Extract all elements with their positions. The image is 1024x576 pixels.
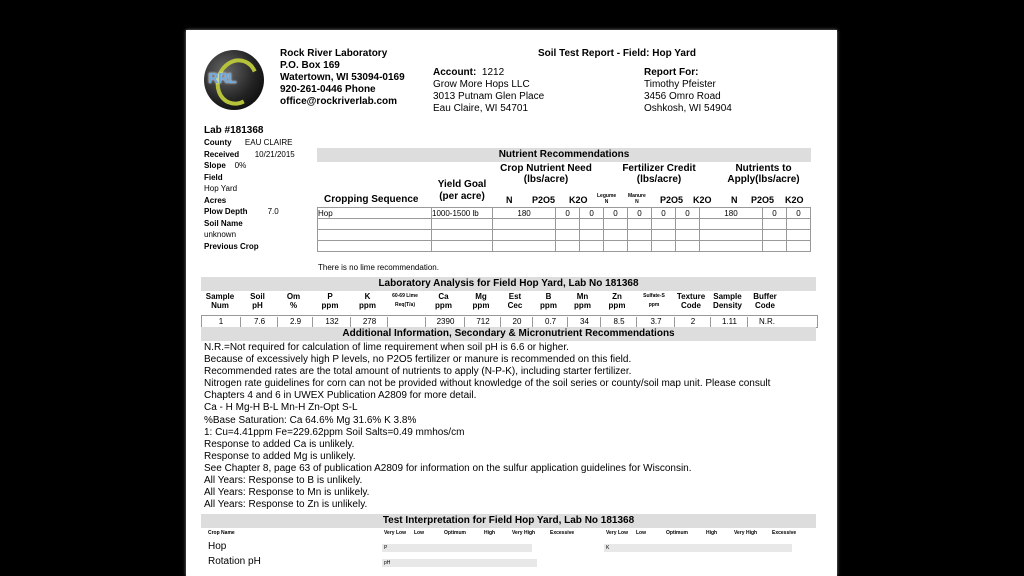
levels-right [606,530,814,538]
additional-line: N.R.=Not required for calculation of lime requirement when soil pH is 6.6 or higher. [204,342,569,353]
soil-label: Soil Name [204,218,243,228]
yield-cell: 1000-1500 lb [432,208,493,219]
lab-col-header: Sulfate-S ppm [643,293,665,308]
per-acre-label: (per acre) [439,191,485,202]
report-title: Soil Test Report - Field: Hop Yard [538,48,696,59]
credit-p-header: P2O5 [660,195,684,205]
lab-col-header: Zn ppm [608,292,626,310]
credit-k-cell: 0 [675,208,699,219]
plow-label: Plow Depth [204,207,248,216]
lab-analysis-title: Laboratory Analysis for Field Hop Yard, Lab No 181368 [201,277,816,291]
level-label: Low [636,530,646,536]
lab-col-header: Sample Num [205,292,235,310]
level-label: Very Low [384,530,406,536]
lab-col-value: 132 [312,317,351,327]
apply-label: Nutrients to [735,163,792,174]
additional-line: Ca - H Mg-H B-L Mn-H Zn-Opt S-L [204,402,358,414]
lab-col-header: Soil pH [250,292,265,310]
slope-label: Slope [204,161,226,170]
interp-hop-k-bar: K [604,544,792,552]
nutrient-table [317,207,811,252]
level-label: Excessive [772,530,797,536]
apply-p-cell: 0 [763,208,787,219]
yield-header [432,179,492,203]
plow-value: 7.0 [267,207,279,216]
nutrient-row-empty [318,219,811,230]
interp-row-hop-name: Hop [208,541,227,552]
lab-col-header: Sample Density [713,292,742,310]
lab-po-box: P.O. Box 169 [280,60,340,71]
report-for-address1: 3456 Omro Road [644,91,721,102]
lab-col-header: Om % [286,292,301,310]
additional-line: Because of excessively high P levels, no P2O5 fertilizer or manure is recommended on this field. [204,354,632,366]
lab-col-value: 2390 [425,317,465,327]
level-label: Low [414,530,424,536]
level-label: Very High [512,530,536,536]
soil-value: unknown [204,230,237,239]
need-p-cell: 0 [556,208,580,219]
apply-p-header: P2O5 [751,195,775,205]
lab-col-value: 2 [674,317,711,327]
lab-col-header: Buffer Code [753,292,777,310]
lab-col-value: 278 [350,317,388,327]
account-address2: Eau Claire, WI 54701 [433,103,529,114]
sample-info [204,137,295,252]
credit-p-cell: 0 [651,208,675,219]
lab-col-value: 20 [500,317,533,327]
report-for-block [644,67,732,115]
lab-col-value: 8.5 [600,317,637,327]
additional-line: %Base Saturation: Ca 64.6% Mg 31.6% K 3.8% [204,414,417,426]
additional-line: Recommended rates are the total amount of nutrients to apply (N-P-K), including starter fertilizer. [204,366,632,378]
level-label: High [706,530,718,536]
interp-row-ph-name: Rotation pH [208,556,261,567]
lab-col-value: 712 [464,317,501,327]
manure-header: Manure N [628,193,646,205]
lab-col-value: 2.9 [277,317,313,327]
need-n-cell: 180 [493,208,556,219]
lab-col-header: 60-69 Lime Req(T/a) [392,293,418,308]
apply-n-cell: 180 [699,208,762,219]
additional-line: All Years: Response to Mn is unlikely. [204,487,370,499]
lab-col-value: N.R. [747,317,786,327]
lab-col-header: K ppm [359,292,376,310]
lime-note: There is no lime recommendation. [318,263,439,272]
lab-name: Rock River Laboratory [280,48,388,59]
lab-col-value: 1.11 [710,317,748,327]
lab-col-header: B ppm [540,292,557,310]
slope-value: 0% [234,161,247,170]
lab-col-value: 3.7 [636,317,675,327]
manure-cell: 0 [628,208,652,219]
nutrient-row-hop [318,208,811,219]
nutrient-row-empty [318,230,811,241]
additional-line: See Chapter 8, page 63 of publication A2809 for information on the sulfur application guidelines for Wisconsin. [204,462,692,474]
acres-label: Acres [204,195,227,205]
additional-line: Response to added Mg is unlikely. [204,450,356,462]
interpretation-title: Test Interpretation for Field Hop Yard, Lab No 181368 [201,514,816,528]
report-for-address2: Oshkosh, WI 54904 [644,103,732,114]
account-address1: 3013 Putnam Glen Place [433,91,545,102]
report-for-name: Timothy Pfeister [644,79,716,90]
additional-line: Response to added Ca is unlikely. [204,438,355,450]
nutrient-row-empty [318,241,811,252]
lab-col-value: 7.6 [240,317,278,327]
credit-unit: (lbs/acre) [636,174,682,185]
legume-header: Legume N [597,193,617,205]
account-name: Grow More Hops LLC [433,79,530,90]
account-block [433,67,544,115]
level-label: High [484,530,496,536]
need-k-cell: 0 [580,208,604,219]
yield-goal-label: Yield Goal [437,179,487,190]
report-for-label: Report For: [644,67,699,78]
interp-hop-p-bar: P [382,544,532,552]
county-value: EAU CLAIRE [244,138,293,147]
additional-lines [204,342,770,511]
field-label: Field [204,172,223,182]
county-label: County [204,138,232,147]
apply-header [716,163,811,185]
lab-col-header: Texture Code [676,292,706,310]
lab-analysis-headers [201,292,816,314]
lab-email: office@rockriverlab.com [280,96,398,107]
level-label: Optimum [444,530,466,536]
additional-line: All Years: Response to B is unlikely. [204,475,363,487]
lab-col-header: Ca ppm [435,292,452,310]
additional-line: 1: Cu=4.41ppm Fe=229.62ppm Soil Salts=0.49 mmhos/cm [204,426,465,438]
lab-col-value: 0.7 [532,317,568,327]
crop-cell: Hop [318,208,432,219]
lab-col-header: Est Cec [507,292,523,310]
credit-label: Fertilizer Credit [622,163,696,174]
need-k-header: K2O [569,195,588,205]
need-unit: (lbs/acre) [523,174,569,185]
additional-line: Chapters 4 and 6 in UWEX Publication A2809 for more detail. [204,390,477,402]
lab-col-value [387,317,426,327]
apply-n-header: N [731,195,738,205]
previous-crop-label: Previous Crop [204,241,259,251]
apply-k-cell: 0 [787,208,811,219]
lab-col-value: 34 [567,317,601,327]
apply-k-header: K2O [785,195,804,205]
additional-title: Additional Information, Secondary & Micronutrient Recommendations [201,327,816,341]
nutrient-title: Nutrient Recommendations [317,148,811,162]
received-label: Received [204,149,240,159]
field-value: Hop Yard [204,184,238,193]
interp-ph-bar: pH [382,559,537,567]
lab-col-header: Mg ppm [472,292,490,310]
lab-city: Watertown, WI 53094-0169 [280,72,405,83]
received-value: 10/21/2015 [254,149,295,159]
lab-col-header: P ppm [321,292,339,310]
level-label: Very Low [606,530,628,536]
account-label: Account: [433,67,477,78]
credit-header [604,163,714,185]
level-label: Very High [734,530,758,536]
report-page [186,30,837,576]
apply-unit: Apply(lbs/acre) [727,174,800,185]
level-label: Optimum [666,530,688,536]
cropping-sequence-label: Cropping Sequence [324,194,419,205]
need-p-header: P2O5 [532,195,556,205]
lab-address [280,48,405,108]
need-label: Crop Nutrient Need [500,163,592,174]
rock-river-logo: RRL [204,50,264,110]
account-number: 1212 [481,67,505,78]
credit-k-header: K2O [693,195,712,205]
legume-cell: 0 [604,208,628,219]
need-header [486,163,606,185]
need-n-header: N [506,195,513,205]
additional-line: Nitrogen rate guidelines for corn can not be provided without knowledge of the soil series or county/soil map unit. Please consult [204,378,771,390]
level-label: Excessive [550,530,575,536]
additional-line: All Years: Response to Zn is unlikely. [204,499,368,511]
lab-col-value: 1 [218,317,224,326]
lab-phone: 920-261-0446 Phone [280,84,376,95]
crop-name-header: Crop Name [208,530,235,536]
lab-number: Lab #181368 [204,125,264,136]
levels-left [384,530,589,538]
lab-col-header: Mn ppm [574,292,591,310]
